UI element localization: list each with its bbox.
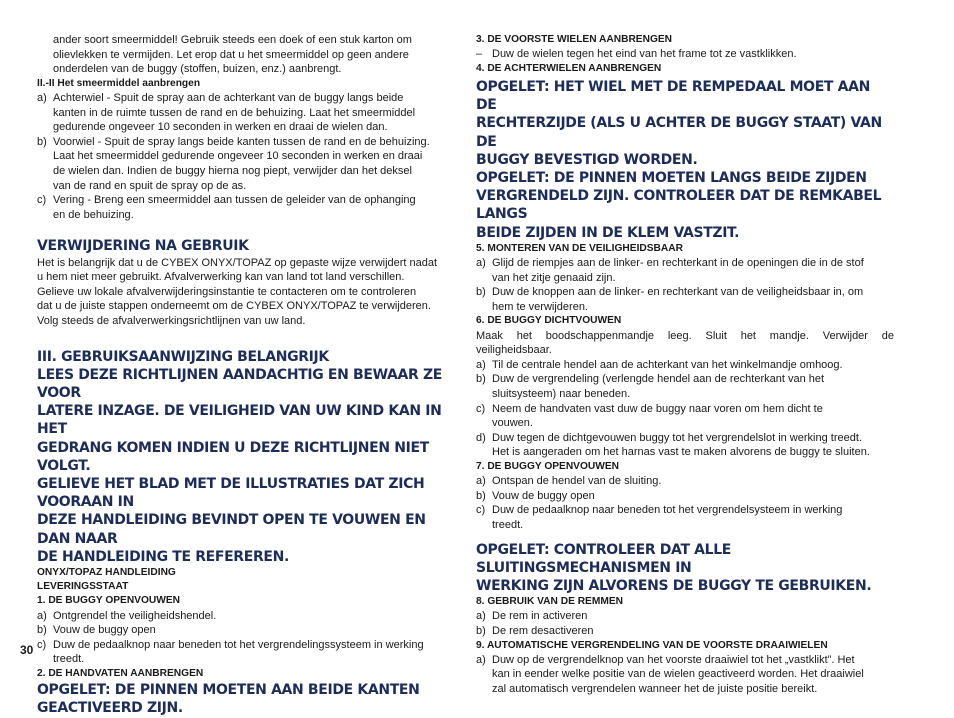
text-line: Duw op de vergrendelknop van het voorste draaiwiel tot het „vastklikt”. Het <box>492 653 855 666</box>
text-line: Achterwiel - Spuit de spray aan de achterkant van de buggy langs beide <box>53 91 404 104</box>
fold-heading: 6. DE BUGGY DICHTVOUWEN <box>476 315 622 327</box>
text-line: VERGRENDELD ZIJN. CONTROLEER DAT DE REMKABEL LANGS <box>476 188 882 223</box>
text-line: Volg steeds de afvalverwerkingsrichtlijnen van uw land. <box>37 314 306 327</box>
item-text <box>492 431 894 460</box>
text-line: Glijd de riempjes aan de linker- en rechterkant in de openingen die in de stof <box>492 257 864 270</box>
list-item <box>476 358 894 373</box>
item-label: b) <box>476 286 486 299</box>
unfold-list <box>37 609 453 667</box>
handles-heading: 2. DE HANDVATEN AANBRENGEN <box>37 667 204 679</box>
text-line: Vouw de buggy open <box>492 489 595 502</box>
list-item <box>476 372 894 401</box>
list-item <box>476 503 894 532</box>
item-label: a) <box>476 358 486 371</box>
list-item <box>476 624 894 639</box>
item-text <box>492 489 894 504</box>
text-line: treedt. <box>492 518 524 531</box>
rear-wheels-heading: 4. DE ACHTERWIELEN AANBRENGEN <box>476 62 662 74</box>
text-line: GELIEVE HET BLAD MET DE ILLUSTRATIES DAT ZICH VOORAAN IN <box>37 475 425 511</box>
list-item <box>476 653 894 697</box>
item-text <box>53 193 453 222</box>
brake-warning <box>476 76 894 242</box>
item-label: b) <box>476 373 486 386</box>
front-wheels-heading: 3. DE VOORSTE WIELEN AANBRENGEN <box>476 34 673 45</box>
text-line: Vering - Breng een smeermiddel aan tussen de geleider van de ophanging <box>53 194 416 207</box>
item-label: a) <box>37 91 47 104</box>
text-line: kanten in de ruimte tussen de rand en de behuizing. Laat het smeermiddel <box>53 106 416 119</box>
item-label: c) <box>476 402 486 415</box>
right-column <box>476 33 894 697</box>
item-label: b) <box>37 624 47 637</box>
text-line: Vouw de buggy open <box>53 624 156 637</box>
open-list <box>476 474 894 532</box>
text-line: Duw tegen de dichtgevouwen buggy tot het vergrendelslot in werking treedt. <box>492 431 862 444</box>
text-line: OPGELET: HET WIEL MET DE REMPEDAAL MOET AAN DE <box>476 79 870 114</box>
delivery-label: LEVERINGSSTAAT <box>37 581 129 593</box>
open-heading: 7. DE BUGGY OPENVOUWEN <box>476 460 620 472</box>
list-item <box>37 135 453 193</box>
list-item <box>476 609 894 624</box>
text-line: Duw de pedaalknop naar beneden tot het vergrendelingssysteem in werking <box>53 638 424 651</box>
text-line: olievlekken te vermijden. Let erop dat u het smeermiddel op geen andere <box>53 48 409 61</box>
swivel-list <box>476 653 894 697</box>
text-line: u hem niet meer gebruikt. Afvalverwerking kan van land tot land verschillen. <box>37 271 405 284</box>
list-item <box>476 489 894 504</box>
left-column <box>37 33 453 718</box>
item-text <box>53 135 453 193</box>
text-line: WERKING ZIJN ALVORENS DE BUGGY TE GEBRUIKEN. <box>476 577 872 594</box>
item-label: c) <box>476 504 486 517</box>
text-line: Ontgrendel the veiligheidshendel. <box>53 609 217 622</box>
list-item <box>476 402 894 431</box>
text-line: Maak het boodschappenmandje leeg. Sluit het mandje. Verwijder de <box>476 329 894 342</box>
item-text <box>53 623 453 638</box>
list-item <box>37 193 453 222</box>
safety-bar-heading: 5. MONTEREN VAN DE VEILIGHEIDSBAAR <box>476 242 683 254</box>
item-label: a) <box>476 475 486 488</box>
item-text <box>492 474 894 489</box>
list-item <box>476 285 894 314</box>
item-label: b) <box>37 135 47 148</box>
item-label: b) <box>476 624 486 637</box>
page-number: 30 <box>20 643 34 657</box>
item-text <box>492 624 894 639</box>
safety-bar-list <box>476 256 894 314</box>
text-line: DE HANDLEIDING TE REFEREREN. <box>37 548 289 565</box>
text-line: OPGELET: CONTROLEER DAT ALLE SLUITINGSMECHANISMEN IN <box>476 541 732 576</box>
text-line: zal automatisch vergrendelen wanneer het de juiste positie bereikt. <box>492 682 818 695</box>
list-item <box>37 638 453 667</box>
front-wheels-item <box>476 47 894 62</box>
text-line: van de rand en spuit de spray op de as. <box>53 179 247 192</box>
text-line: Duw de knoppen aan de linker- en rechterkant van de veiligheidsbaar in, om <box>492 286 864 299</box>
item-text <box>492 358 894 373</box>
item-text <box>492 285 894 314</box>
item-label: a) <box>476 257 486 270</box>
item-text <box>492 609 894 624</box>
text-line: BUGGY BEVESTIGD WORDEN. <box>476 151 698 168</box>
text-line: Til de centrale hendel aan de achterkant van het winkelmandje omhoog. <box>492 358 843 371</box>
item-label: b) <box>476 489 486 502</box>
text-line: hem te verwijderen. <box>492 300 588 313</box>
manual-label: ONYX/TOPAZ HANDLEIDING <box>37 566 176 578</box>
text-line: OPGELET: DE PINNEN MOETEN LANGS BEIDE ZIJDEN <box>476 170 867 187</box>
text-line: Gelieve uw lokale afvalverwijderingsinstantie te contacteren om te controleren <box>37 285 417 298</box>
instructions-title <box>37 348 453 566</box>
text-line: vouwen. <box>492 417 533 430</box>
item-label: – <box>476 48 483 61</box>
item-text <box>492 256 894 285</box>
item-label: a) <box>476 610 486 623</box>
text-line: GEACTIVEERD ZIJN. <box>37 700 183 717</box>
pins-warning <box>37 681 453 717</box>
text-line: Ontspan de hendel van de sluiting. <box>492 475 662 488</box>
brakes-list <box>476 609 894 638</box>
text-line: Het is belangrijk dat u de CYBEX ONYX/TOPAZ op gepaste wijze verwijdert nadat <box>37 256 438 269</box>
intro-paragraph <box>37 33 453 77</box>
item-text <box>53 609 453 624</box>
text-line: BEIDE ZIJDEN IN DE KLEM VASTZIT. <box>476 224 740 241</box>
text-line: LATERE INZAGE. DE VEILIGHEID VAN UW KIND KAN IN HET <box>37 403 442 438</box>
text-line: Voorwiel - Spuit de spray langs beide kanten tussen de rand en de behuizing. <box>53 135 430 148</box>
text-line: Het is aangeraden om het harnas vast te maken alvorens de buggy te sluiten. <box>492 446 870 459</box>
text-line: onderdelen van de buggy (stoffen, buizen, enz.) aanbrengt. <box>53 63 342 76</box>
item-text <box>492 653 894 697</box>
text-line: ander soort smeermiddel! Gebruik steeds een doek of een stuk karton om <box>53 34 412 46</box>
item-label: c) <box>37 638 47 651</box>
text-line: Duw de pedaalknop naar beneden tot het vergrendelsysteem in werking <box>492 504 843 517</box>
fold-list <box>476 358 894 460</box>
text-line: De rem in activeren <box>492 610 588 623</box>
text-line: GEDRANG KOMEN INDIEN U DEZE RICHTLIJNEN NIET VOLGT. <box>37 439 429 474</box>
item-label: c) <box>37 194 47 207</box>
text-line: LEES DEZE RICHTLIJNEN AANDACHTIG EN BEWAAR ZE VOOR <box>37 366 442 401</box>
item-text <box>492 47 894 62</box>
text-line: de wielen dan. Indien de buggy hierna nog piept, verwijder dan het deksel <box>53 164 412 177</box>
disposal-title: VERWIJDERING NA GEBRUIK <box>37 238 249 255</box>
text-line: Neem de handvaten vast duw de buggy naar voren om hem dicht te <box>492 402 823 415</box>
lock-warning <box>476 541 894 596</box>
brakes-heading: 8. GEBRUIK VAN DE REMMEN <box>476 596 623 608</box>
text-line: veiligheidsbaar. <box>476 344 552 357</box>
list-item <box>37 609 453 624</box>
item-label: a) <box>476 653 486 666</box>
text-line: en de behuizing. <box>53 208 134 221</box>
list-item <box>37 623 453 638</box>
fold-intro <box>476 329 894 358</box>
text-line: III. GEBRUIKSAANWIJZING BELANGRIJK <box>37 348 329 365</box>
item-label: a) <box>37 609 47 622</box>
text-line: De rem desactiveren <box>492 624 594 637</box>
text-line: Duw de vergrendeling (verlengde hendel aan de rechterkant van het <box>492 373 825 386</box>
item-text <box>492 402 894 431</box>
list-item <box>476 474 894 489</box>
item-text <box>53 91 453 135</box>
item-label: d) <box>476 431 486 444</box>
text-line: RECHTERZIJDE (ALS U ACHTER DE BUGGY STAAT) VAN DE <box>476 115 882 150</box>
item-text <box>53 638 453 667</box>
text-line: dat u de juiste stappen onderneemt om de CYBEX ONYX/TOPAZ te verwijderen. <box>37 300 431 313</box>
lube-list <box>37 91 453 222</box>
text-line: treedt. <box>53 653 85 666</box>
swivel-heading: 9. AUTOMATISCHE VERGRENDELING VAN DE VOORSTE DRAAIWIELEN <box>476 639 828 651</box>
text-line: sluitsysteem) naar beneden. <box>492 387 631 400</box>
text-line: DEZE HANDLEIDING BEVINDT OPEN TE VOUWEN EN DAN NAAR <box>37 512 426 547</box>
text-line: kan in eender welke positie van de wielen geactiveerd worden. Het draaiwiel <box>492 668 864 681</box>
text-line: Laat het smeermiddel gedurende ongeveer 10 seconden in werken en draai <box>53 150 423 163</box>
list-item <box>37 91 453 135</box>
disposal-paragraph <box>37 256 453 329</box>
text-line: OPGELET: DE PINNEN MOETEN AAN BEIDE KANTEN <box>37 682 420 699</box>
text-line: van het zitje genaaid zijn. <box>492 271 616 284</box>
text-line: gedurende ongeveer 10 seconden in werken en draai de wielen dan. <box>53 121 388 134</box>
text-line: Duw de wielen tegen het eind van het frame tot ze vastklikken. <box>492 48 797 61</box>
unfold-heading: 1. DE BUGGY OPENVOUWEN <box>37 595 181 607</box>
list-item <box>476 256 894 285</box>
lube-heading: II.-II Het smeermiddel aanbrengen <box>37 77 201 89</box>
item-text <box>492 372 894 401</box>
item-text <box>492 503 894 532</box>
list-item <box>476 431 894 460</box>
